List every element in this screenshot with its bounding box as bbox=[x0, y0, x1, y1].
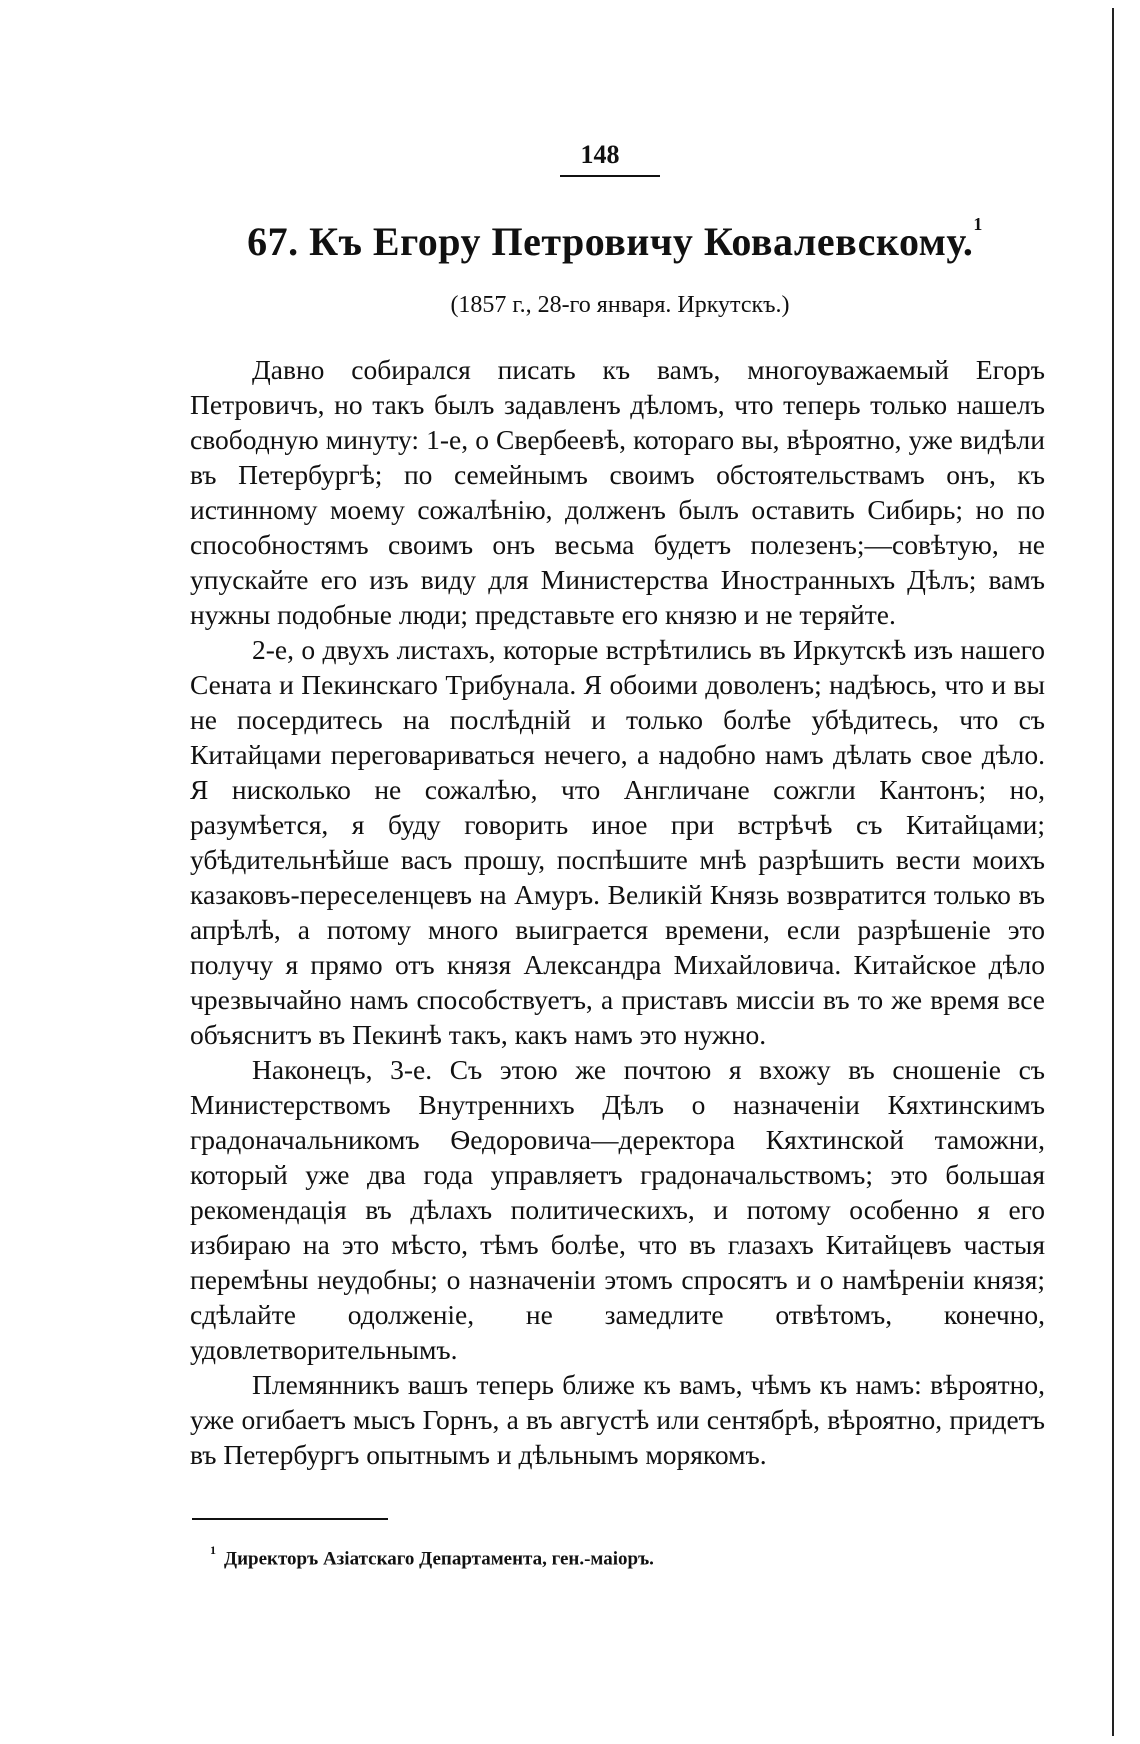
page-number-underline bbox=[560, 175, 660, 177]
paragraph-2: 2-е, о двухъ листахъ, которые встрѣтились въ Иркутскѣ изъ нашего Сената и Пекинскаго Трибунала. Я обоими доволенъ; надѣюсь, что и вы не посердитесь на послѣдній и только болѣе убѣдитесь, что съ Китайцами переговариваться нечего, а надобно намъ дѣлать свое дѣло. Я нисколько не сожалѣю, что Англичане сожгли Кантонъ; но, разумѣется, я буду говорить иное при встрѣчѣ съ Китайцами; убѣдительнѣйше васъ прошу, поспѣшите мнѣ разрѣшить вести моихъ казаковъ-переселенцевъ на Амуръ. Великій Князь возвратится только въ апрѣлѣ, а потому много выиграется времени, если разрѣшеніе это получу я прямо отъ князя Александра Михайловича. Китайское дѣло чрезвычайно намъ способствуетъ, а приставъ миссіи въ то же время все объяснитъ въ Пекинѣ такъ, какъ намъ это нужно. bbox=[190, 634, 1045, 1050]
paragraph-4: Племянникъ вашъ теперь ближе къ вамъ, чѣмъ къ намъ: вѣроятно, уже огибаетъ мысъ Горнъ, а въ августѣ или сентябрѣ, вѣроятно, придетъ въ Петербургъ опытнымъ и дѣльнымъ морякомъ. bbox=[190, 1369, 1045, 1470]
letter-title bbox=[220, 214, 1010, 265]
footnote bbox=[210, 1543, 1010, 1570]
footnote-text: Директоръ Азіатскаго Департамента, ген.-маіоръ. bbox=[224, 1548, 654, 1570]
page-number: 148 bbox=[580, 140, 620, 169]
letter-date-line: (1857 г., 28-го января. Иркутскъ.) bbox=[450, 292, 790, 318]
footnote-divider bbox=[192, 1518, 388, 1520]
footnote-mark: 1 bbox=[210, 1543, 216, 1557]
page-edge-line bbox=[1112, 8, 1114, 1736]
paragraph-1: Давно собирался писать къ вамъ, многоуважаемый Егоръ Петровичъ, но такъ былъ задавленъ дѣломъ, что теперь только нашелъ свободную минуту: 1-е, о Свербеевѣ, котораго вы, вѣроятно, уже видѣли въ Петербургѣ; по семейнымъ своимъ обстоятельствамъ онъ, къ истинному моему сожалѣнію, долженъ былъ оставить Сибирь; но по способностямъ своимъ онъ весьма будетъ полезенъ;—совѣтую, не упускайте его изъ виду для Министерства Иностранныхъ Дѣлъ; вамъ нужны подобные люди; представьте его князю и не теряйте. bbox=[190, 354, 1045, 630]
footnote-reference: 1 bbox=[973, 214, 983, 234]
paragraph-3: Наконецъ, 3-е. Съ этою же почтою я вхожу въ сношеніе съ Министерствомъ Внутреннихъ Дѣлъ о назначеніи Кяхтинскимъ градоначальникомъ Ѳедоровича—деректора Кяхтинской таможни, который уже два года управляетъ градоначальствомъ; это большая рекомендація въ дѣлахъ политическихъ, и потому особенно я его избираю на это мѣсто, тѣмъ болѣе, что въ глазахъ Китайцевъ частыя перемѣны неудобны; о назначеніи этомъ спросятъ и о намѣреніи князя; сдѣлайте одолженіе, не замедлите отвѣтомъ, конечно, удовлетворительнымъ. bbox=[190, 1054, 1045, 1365]
letter-title-text: 67. Къ Егору Петровичу Ковалевскому. bbox=[247, 219, 974, 264]
letter-body bbox=[190, 352, 1045, 1472]
